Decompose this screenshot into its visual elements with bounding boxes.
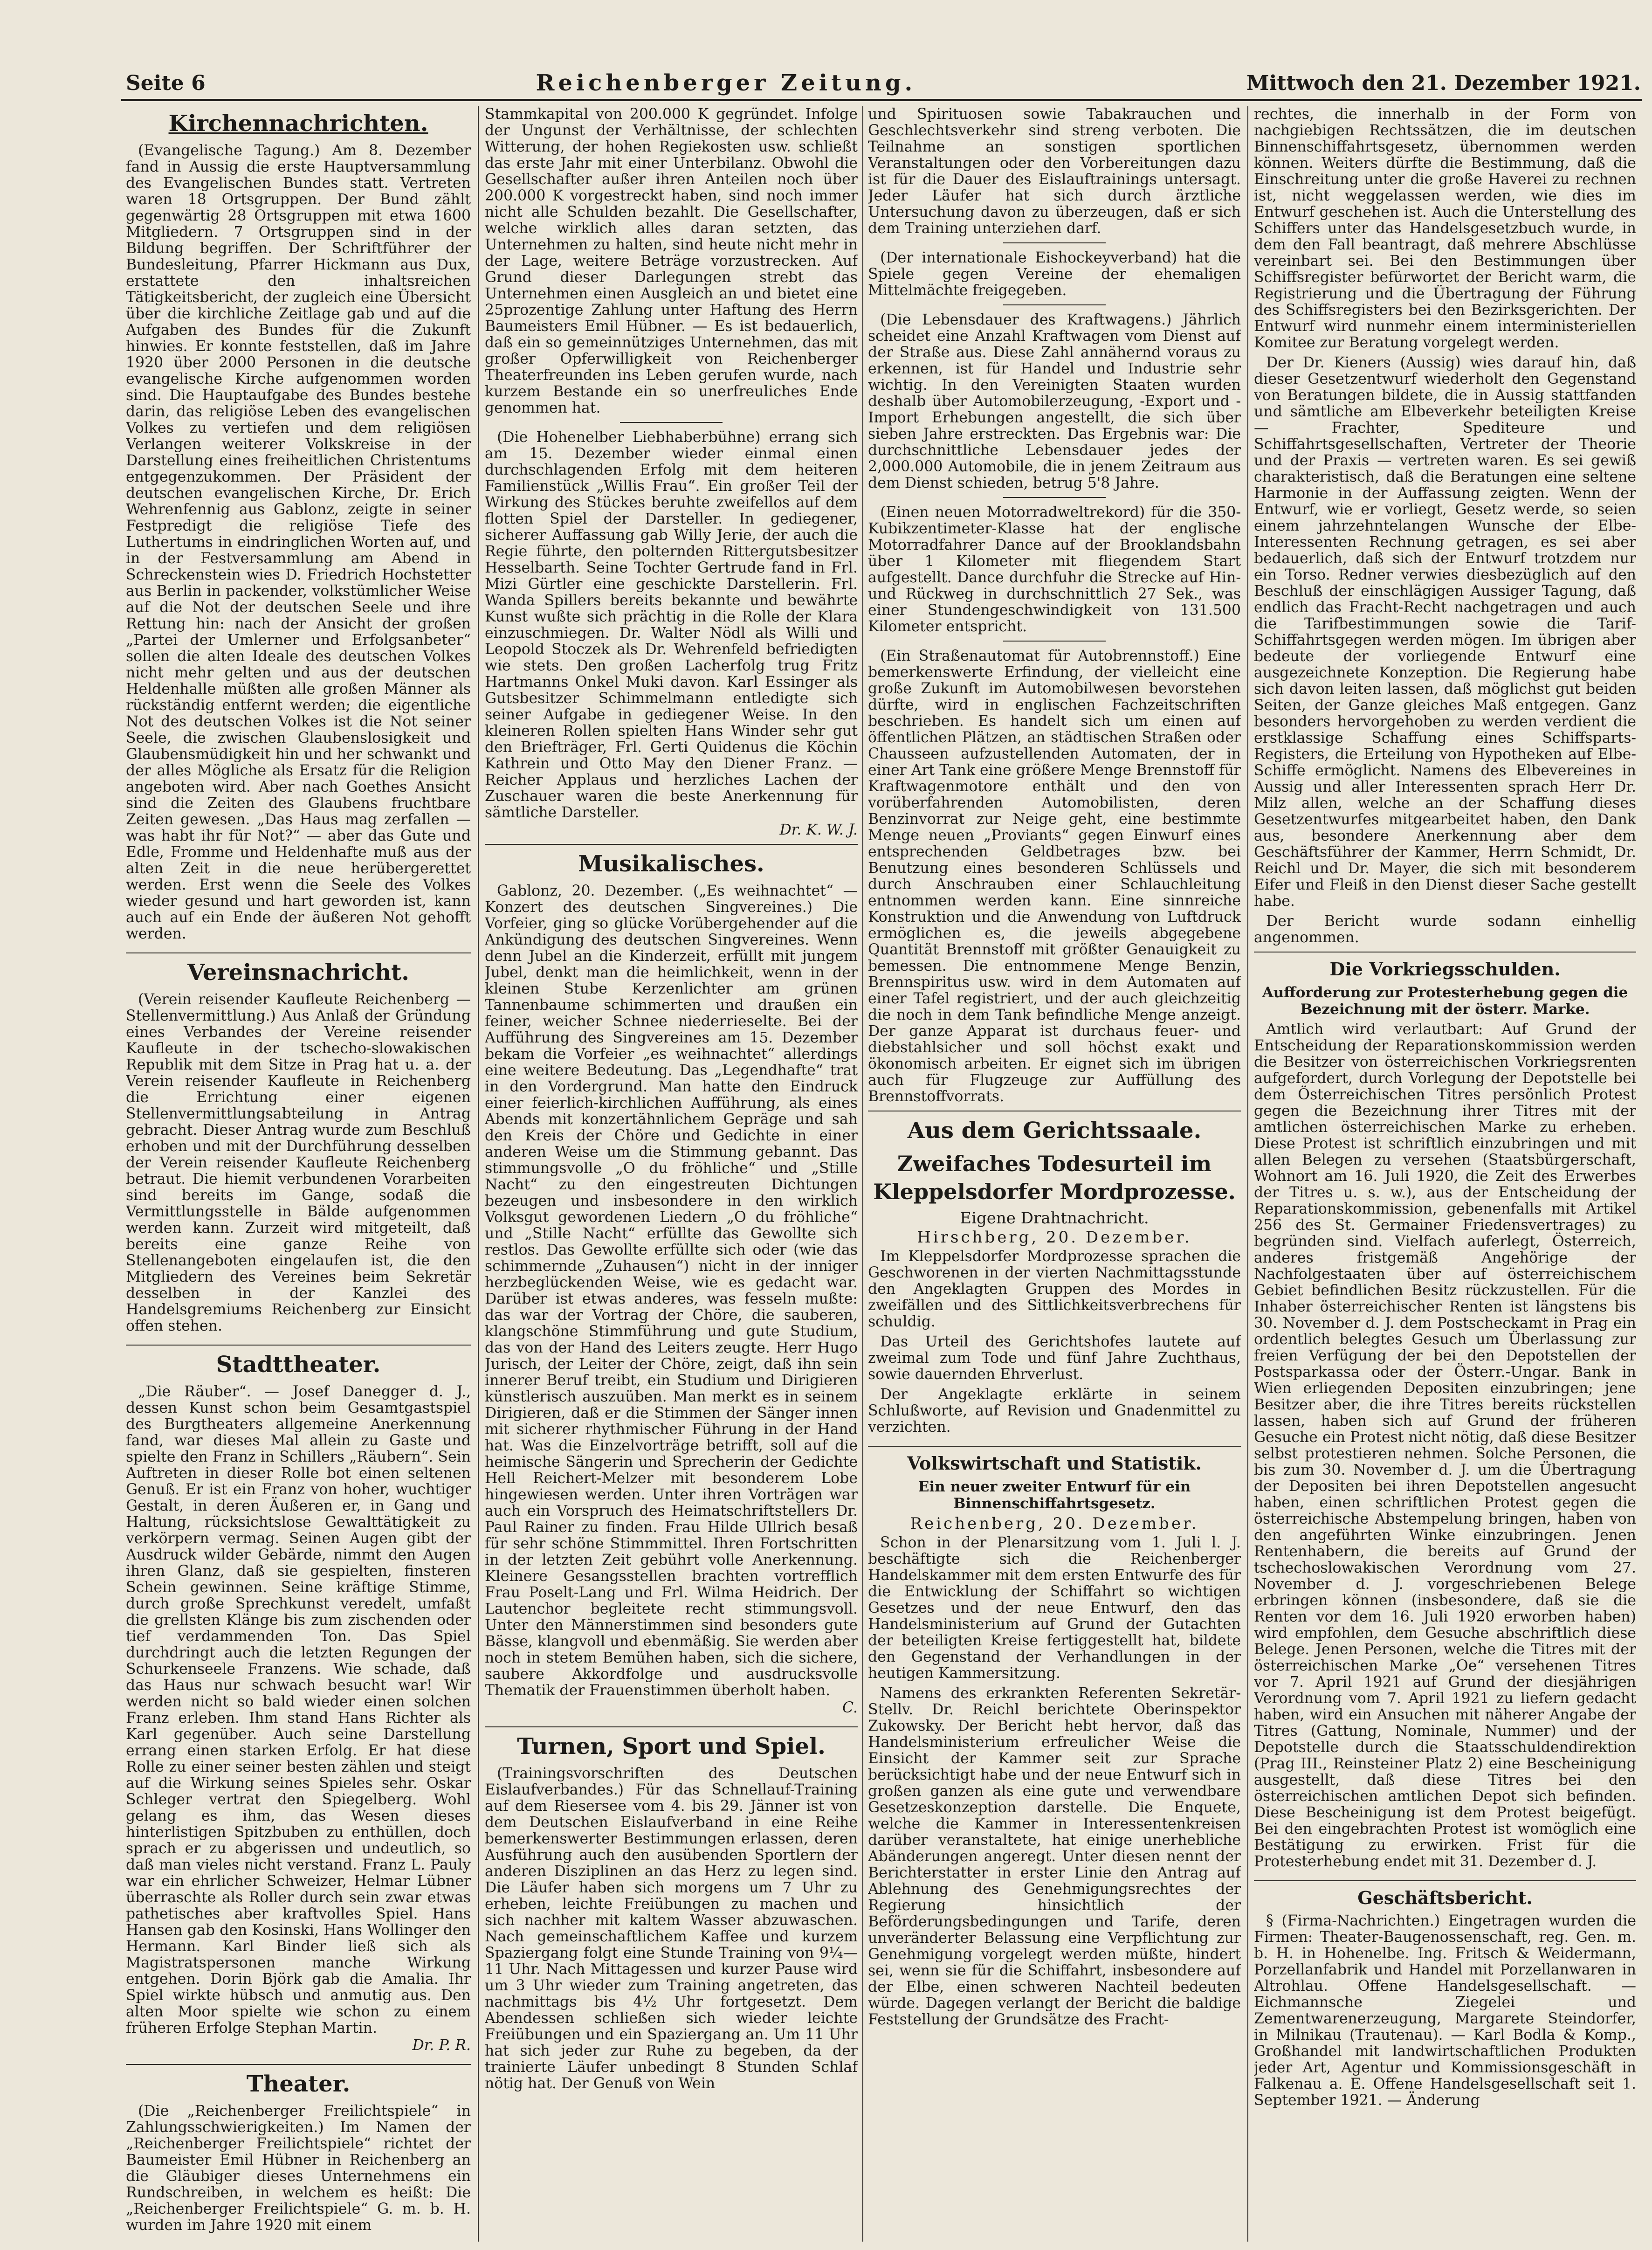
article-paragraph: (Verein reisender Kaufleute Reichenberg — Stellenvermittlung.) Aus Anlaß der Gründung eines Verbandes der Vereine reisender Kaufleute in der tschecho-slowakischen Republik mit dem Sitze in Prag hat u. a. der Verein reisender Kaufleute in Reichenberg die Errichtung einer eigenen Stellenvermittlungsabteilung in Antrag gebracht. Dieser Antrag wurde zum Beschluß erhoben und mit der Durchführung desselben der Verein reisender Kaufleute Reichenberg betraut. Die hiemit verbundenen Vorarbeiten sind bereits im Gange, sodaß die Vermittlungsstelle in Bälde aufgenommen werden kann. Zurzeit wird mitgeteilt, daß bereits eine ganze Reihe von Stellenangeboten eingelaufen ist, die den Mitgliedern des Vereines beim Sekretär desselben in der Kanzlei des Handelsgremiums Reichenberg zur Einsicht offen stehen. [126,991,471,1334]
section-title: Die Vorkriegsschulden. [1329,959,1561,980]
column-2 [485,106,858,2246]
article-paragraph: Schon in der Plenarsitzung vom 1. Juli l. J. beschäftigte sich die Reichenberger Handelskammer mit dem ersten Entwurfe des für die Entwicklung der Schiffahrt so wichtigen Gesetzes und der neue Entwurf, den das Handelsministerium auf Grund der Gutachten der beteiligten Kreise fertiggestellt hat, bildete den Gegenstand der Verhandlungen in der heutigen Kammersitzung. [868,1534,1241,1682]
section-title: Theater. [246,2071,351,2097]
section-title: Geschäftsbericht. [1357,1887,1533,1908]
section-musikalisches [485,851,858,1716]
column-4 [1254,106,1636,2246]
article-paragraph: (Die Lebensdauer des Kraftwagens.) Jährlich scheidet eine Anzahl Kraftwagen vom Dienst auf der Straße aus. Diese Zahl annähernd voraus zu erkennen, ist für Handel und Industrie sehr wichtig. In den Vereinigten Staaten wurden deshalb über Automobilerzeugung, -Export und -Import Erhebungen angestellt, die sich über sieben Jahre erstreckten. Das Ergebnis war: Die durchschnittliche Lebensdauer jedes der 2,000.000 Automobile, die in jenem Zeitraum aus dem Dienst schieden, betrug 5'8 Jahre. [868,311,1241,491]
section-title: Aus dem Gerichtssaale. [907,1118,1202,1144]
article-paragraph: Der Angeklagte erklärte in seinem Schlußworte, auf Revision und Gnadenmittel zu verzichten. [868,1386,1241,1436]
column-divider [862,106,863,2242]
article-paragraph: Der Dr. Kieners (Aussig) wies darauf hin, daß dieser Gesetzentwurf wiederholt den Gegenstand von Beratungen bildete, die in Aussig stattfanden und sämtliche am Elbeverkehr beteiligten Kreise — Frachter, Spediteure und Schiffahrtsgesellschaften, Vertreter der Theorie und der Praxis — vertreten waren. Es sei gewiß charakteristisch, daß die Beratungen eine seltene Harmonie in der Auffassung zeigten. Wenn der Entwurf, wie er vorliegt, Gesetz werde, so seien einem jahrzehntelangen Wunsche der Elbe-Interessenten Rechnung getragen, es sei aber bedauerlich, daß sich der Entwurf trotzdem nur ein Torso. Redner verwies diesbezüglich auf den Beschluß der einschlägigen Aussiger Tagung, daß endlich das Fracht-Recht nachgetragen und auch die Tarifbestimmungen sowie die Tarif-Schiffahrtsgegen werden mögen. Im übrigen aber bedeute der vorliegende Entwurf eine ausgezeichnete Konzeption. Die Regierung habe sich davon leiten lassen, daß möglichst gut beiden Seiten, der Ganze gleiches Maß entgegen. Ganz besonders hervorgehoben zu werden verdient die erstklassige Schaffung eines Schiffsparts-Registers, die Erteilung von Hypotheken auf Elbe-Schiffe ermöglicht. Namens des Elbevereines in Aussig und aller Interessenten sprach Herr Dr. Milz allen, welche an der Schaffung dieses Gesetzentwurfes mitgearbeitet haben, den Dank aus, besondere Anerkennung aber dem Geschäftsführer der Kammer, Herrn Schmidt, Dr. Reichl und Dr. Mayer, die sich mit besonderem Eifer und Fleiß in den Dienst dieser Sache gestellt habe. [1254,354,1636,910]
article-paragraph: Der Bericht wurde sodann einhellig angenommen. [1254,913,1636,946]
section-divider [868,1446,1241,1447]
article-paragraph: (Die Hohenelber Liebhaberbühne) errang sich am 15. Dezember wieder einmal einen durchschlagenden Erfolg mit dem heiteren Familienstück „Willis Frau“. Ein großer Teil der Wirkung des Stückes beruhte zweifellos auf dem flotten Spiel der Darsteller. In gediegener, sicherer Auffassung gab Willy Jerie, der auch die Regie führte, den polternden Rittergutsbesitzer Hesselbarth. Seine Tochter Gertrude fand in Frl. Mizi Gürtler eine geschickte Darstellerin. Frl. Wanda Spillers bereits bekannte und bewährte Kunst wußte sich prächtig in die Rolle der Klara einzuschmiegen. Dr. Walter Nödl als Willi und Leopold Stoczek als Dr. Wehrenfeld befriedigten wie stets. Den großen Lacherfolg trug Fritz Hartmanns Onkel Muki davon. Karl Essinger als Gutsbesitzer Schimmelmann entledigte sich seiner Aufgabe in gediegener Weise. In den kleineren Rollen spielten Hans Winder sehr gut den Briefträger, Frl. Gerti Quidenus die Köchin Kathrein und Otto May den Diener Franz. — Reicher Applaus und herzliches Lachen der Zuschauer waren die beste Anerkennung für sämtliche Darsteller. [485,429,858,821]
page-number: Seite 6 [126,71,206,95]
short-divider [620,422,723,423]
article-paragraph: Namens des erkrankten Referenten Sekretär-Stellv. Dr. Reichl berichtete Oberinspektor Zukowsky. Der Bericht hebt hervor, daß das Handelsministerium erfreulicher Weise die Einsicht der Kammer seit zur Sprache berücksichtigt habe und der neue Entwurf sich in großen ganzen als eine gute und verwendbare Gesetzeskonzeption darstelle. Die Enquete, welche die Kammer in Interessentenkreisen darüber veranstaltete, hat einige unerhebliche Abänderungen angeregt. Unter diesen nennt der Berichterstatter in erster Linie den Antrag auf Ablehnung des Genehmigungsrechtes der Regierung hinsichtlich der Beförderungsbedingungen und Tarife, deren unveränderter Belassung eine Verpflichtung zur Genehmigung vorgelegt werden müßte, hindert sei, wenn sie für die Schiffahrt, insbesondere auf der Elbe, einen schweren Nachteil bedeuten würde. Dagegen verlangt der Bericht die baldige Feststellung der Grundsätze des Fracht- [868,1685,1241,2028]
section-title: Volkswirtschaft und Statistik. [907,1453,1202,1474]
article-paragraph: „Die Räuber“. — Josef Danegger d. J., dessen Kunst schon beim Gesamtgastspiel des Burgtheaters allgemeine Anerkennung fand, war dieses Mal allein zu Gaste und spielte den Franz in Schillers „Räubern“. Sein Auftreten in dieser Rolle bot einen seltenen Genuß. Er ist ein Franz von hoher, wuchtiger Gestalt, in deren Äußeren er, in Gang und Haltung, rücksichtslose Gewalttätigkeit zu verkörpern vermag. Seinen Augen gibt der Ausdruck wilder Gebärde, nimmt den Augen ihren Glanz, daß sie gespielten, finsteren Schein gewinnen. Seine kräftige Stimme, durch große Sprechkunst veredelt, umfaßt die grellsten Klänge bis zum zischenden oder tief verdammenden Ton. Das Spiel durchdringt auch die letzten Regungen der Schurkenseele Franzens. Wie schade, daß das Haus nur schwach besucht war! Wir werden nicht so bald wieder einen solchen Franz erleben. Ihm stand Hans Richter als Karl gegenüber. Auch seine Darstellung errang einen starken Erfolg. Er hat diese Rolle zu einer seiner besten zählen und steigt auf die Wirkung seines Spieles sehr. Oskar Schleger vertrat den Spiegelberg. Wohl gelang es ihm, das Wesen dieses hinterlistigen Spitzbuben zu enthüllen, doch sprach er zu abgerissen und undeutlich, so daß man vieles nicht verstand. Franz L. Pauly war ein ehrlicher Schweizer, Helmar Lübner überraschte als Roller durch sein zwar etwas pathetisches aber kraftvolles Spiel. Hans Hansen gab den Kosinski, Hans Wollinger den Hermann. Karl Binder ließ sich als Magistratspersonen manche Wirkung entgehen. Dorin Björk gab die Amalia. Ihr Spiel wirkte hübsch und anmutig aus. Den alten Moor spielte wie schon zu einem früheren Erfolge Stephan Martin. [126,1383,471,2036]
section-divider [126,2064,471,2065]
section-divider [485,1726,858,1727]
author-signature: C. [842,1699,858,1716]
article-paragraph: Im Kleppelsdorfer Mordprozesse sprachen die Geschworenen in der vierten Nachmittagsstunde den Angeklagten Gruppen des Mordes in zweifällen und des Sittlichkeitsverbrechens für schuldig. [868,1248,1241,1330]
dateline: Hirschberg, 20. Dezember. [917,1228,1192,1247]
section-title: Vereinsnachricht. [187,959,409,986]
article-paragraph: Stammkapital von 200.000 K gegründet. Infolge der Ungunst der Verhältnisse, der schlechten Witterung, der hohen Regiekosten usw. schließt das erste Jahr mit einer Unterbilanz. Obwohl die Gesellschafter außer ihren Anteilen noch über 200.000 K vorgestreckt haben, sind noch immer nicht alle Schulden bezahlt. Die Gesellschafter, welche wirklich alles daran setzten, das Unternehmen zu halten, sind heute nicht mehr in der Lage, weitere Beträge vorzustrecken. Auf Grund dieser Darlegungen strebt das Unternehmen einen Ausgleich an und bietet eine 25prozentige Zahlung unter Haftung des Herrn Baumeisters Emil Hübner. — Es ist bedauerlich, daß ein so gemeinnütziges Unternehmen, das mit großer Opferwilligkeit von Reichenberger Theaterfreunden ins Leben gerufen wurde, nach kurzem Bestande ein so unerfreuliches Ende genommen hat. [485,106,858,416]
subheadline: Aufforderung zur Protesterhebung gegen die Bezeichnung mit der österr. Marke. [1262,984,1628,1018]
article-paragraph: § (Firma-Nachrichten.) Eingetragen wurden die Firmen: Theater-Baugenossenschaft, reg. Gen. m. b. H. in Hohenelbe. Ing. Fritsch & Weidermann, Porzellanfabrik und Handel mit Porzellanwaren in Altrohlau. Offene Handelsgesellschaft. — Eichmannsche Ziegelei und Zementwarenerzeugung, Margarete Steindorfer, in Milnikau (Trautenau). — Karl Bodla & Komp., Großhandel mit landwirtschaftlichen Produkten jeder Art, Agentur und Kommissionsgeschäft in Falkenau a. E. Offene Handelsgesellschaft seit 1. September 1921. — Änderung [1254,1912,1636,2109]
section-divider [126,1345,471,1346]
short-divider [1003,304,1106,305]
section-kirchennachrichten [126,111,471,942]
article-paragraph: (Die „Reichenberger Freilichtspiele“ in Zahlungsschwierigkeiten.) Im Namen der „Reichenberger Freilichtspiele“ richtet der Baumeister Emil Hübner in Reichenberg an die Gläubiger dieses Unternehmens ein Rundschreiben, in welchem es heißt: Die „Reichenberger Freilichtspiele“ G. m. b. H. wurden im Jahre 1920 mit einem [126,2103,471,2234]
section-divider [1254,1880,1636,1881]
short-divider [1003,641,1106,642]
section-stadttheater [126,1352,471,2054]
section-divider [485,844,858,845]
headline: Zweifaches Todesurteil im Kleppelsdorfer Mordprozesse. [873,1151,1236,1204]
issue-date: Mittwoch den 21. Dezember 1921. [1246,71,1641,95]
section-vereinsnachricht [126,960,471,1334]
article-paragraph: Gablonz, 20. Dezember. („Es weihnachtet“ — Konzert des deutschen Singvereines.) Die Vorfeier, ging so glücke Vorübergehender auf die Ankündigung des deutschen Singvereines. Wenn denn Jubel an die Kinderzeit, erfüllt mit jungem Jubel, denkt man die heimlichkeit, wenn in der kleinen Stube Kerzenlichter am grünen Tannenbaume schimmerten und draußen ein feiner, weicher Schnee niederrieselte. Bei der Aufführung des Singvereines am 15. Dezember bekam die Vorfeier „es weihnachtet“ allerdings eine weitere Bedeutung. Das „Legendhafte“ trat in den Vordergrund. Man hatte den Eindruck einer feierlich-kirchlichen Aufführung, als eines Abends mit konzertähnlichem Gepräge und sah den Kreis der Chöre und Gedichte in einer anderen Weise um die Stimmung gebannt. Das stimmungsvolle „O du fröhliche“ und „Stille Nacht“ zu den eingestreuten Dichtungen bezeugen und insbesondere in den wirklich Volksgut gewordenen Liedern „O du fröhliche“ und „Stille Nacht“ erfüllte das Gewollte sich restlos. Das Gewollte erfüllte sich oder (wie das schimmernde „Zuhausen“) nicht in der inniger herzbeglückenden Weise, wie es gedacht war. Darüber ist etwas anderes, was fesseln mußte: das war der Vortrag der Chöre, die sauberen, klangschöne Stimmführung und gute Studium, das von der Hand des Leiters zeugte. Herr Hugo Jurisch, der Leiter der Chöre, zeigt, daß ihn sein innerer Beruf treibt, ein Studium und Dirigieren künstlerisch auszuüben. Man merkt es in seinem Dirigieren, daß er die Stimmen der Sänger innen mit sicherer rhythmischer Führung in der Hand hat. Was die Einzelvorträge betrifft, soll auf die heimische Sängerin und Sprecherin der Gedichte Hell Reichert-Melzer mit besonderem Lobe hingewiesen werden. Unter ihren Vorträgen war auch ein Vorspruch des Heimatschriftstellers Dr. Paul Rainer zu finden. Frau Hilde Ullrich besaß für sehr schöne Stimmmittel. Ihren Fortschritten in der letzten Zeit gebührt volle Anerkennung. Kleinere Gesangsstellen brachten vortrefflich Frau Poselt-Lang und Frl. Wilma Heidrich. Der Lautenchor begleitete recht stimmungsvoll. Unter den Männerstimmen sind besonders gute Bässe, klangvoll und ebenmäßig. Sie werden aber noch in stetem Bemühen haben, sich die sichere, saubere Akkordfolge und ausdrucksvolle Thematik der Frauenstimmen überholt haben. [485,883,858,1699]
article-paragraph: (Der internationale Eishockeyverband) hat die Spiele gegen Vereine der ehemaligen Mittelmächte freigegeben. [868,249,1241,299]
article-paragraph: Amtlich wird verlautbart: Auf Grund der Entscheidung der Reparationskommission werden die Besitzer von österreichischen Vorkriegsrenten aufgefordert, durch Vorlegung der Depotstelle bei dem Österreichischen Titres persönlich Protest gegen die Bezeichnung ihrer Titres mit der amtlichen österreichischen Marke zu erheben. Diese Protest ist schriftlich einzubringen und mit allen Belegen zu versehen (Staatsbürgerschaft, Wohnort am 16. Juli 1920, die Zeit des Erwerbes der Titres u. s. w.), aus der Entscheidung der Reparationskommission, gebenenfalls mit Artikel 256 des St. Germainer Friedensvertrages) zu begründen sind. Vielfach auferlegt, Österreich, anderes fristgemäß Angehörige der Nachfolgestaaten über auf österreichischem Gebiet befindlichen Besitz rückzustellen. Für die Inhaber österreichischer Renten ist längstens bis 30. November d. J. dem Postscheckamt in Prag ein ordentlich belegtes Gesuch um Überlassung zur freien Verfügung der bei den Depotstellen der Postsparkassa oder der Österr.-Ungar. Bank in Wien erliegenden Depositen einzubringen; jene Besitzer aber, die ihre Titres bereits rückstellen lassen, haben sich auf Grund der früheren Gesuche ein Protest nicht nötig, daß diese Besitzer selbst protestieren nehmen. Solche Personen, die bis zum 30. November d. J. um die Übertragung der Depositen bei ihren Depotstellen angesucht haben, einen schriftlichen Protest gegen die österreichische Abstempelung bringen, haben von den angeführten Winke einzubringen. Jenen Rentenhabern, die bereits auf Grund der tschechoslowakischen Verordnung vom 27. November d. J. vorgeschriebenen Belege erbringen können (insbesondere, daß sie die Renten vor dem 16. Juli 1920 erworben haben) wird empfohlen, dem Gesuche abschriftlich diese Belege. Jenen Personen, welche die Titres mit der österreichischen Marke „Oe“ versehenen Titres vor 7. April 1921 auf Grund der diesjährigen Verordnung vom 7. April 1921 zu liefern gedacht haben, wird ein Ansuchen mit näherer Angabe der Titres (Gattung, Nominale, Nummer) und der Depotstelle durch die Staatsschuldendirektion (Prag III., Reinsteiner Platz 2) eine Bescheinigung ausgestellt, daß diese Titres bei den österreichischen amtlichen Depot sich befinden. Diese Bescheinigung ist dem Protest beigefügt. Bei den eingebrachten Protest ist womöglich eine Bestätigung zu erwirken. Frist für die Protesterhebung endet mit 31. Dezember d. J. [1254,1021,1636,1870]
author-signature: Dr. K. W. J. [779,821,858,838]
column-divider [1247,106,1248,2242]
short-divider [1003,497,1106,498]
article-paragraph: (Einen neuen Motorradweltrekord) für die 350-Kubikzentimeter-Klasse hat der englische Motorradfahrer Dance auf der Brooklandsbahn über 1 Kilometer mit fliegendem Start aufgestellt. Dance durchfuhr die Strecke auf Hin- und Rückweg in durchschnittlich 27 Sek., was einer Stundengeschwindigkeit von 131.500 Kilometer entspricht. [868,504,1241,635]
column-divider [478,106,479,2242]
section-title: Musikalisches. [578,851,764,877]
column-3 [868,106,1241,2246]
section-sport [485,1734,858,2092]
section-title: Stadttheater. [216,1352,381,1378]
dateline-kicker: Eigene Drahtnachricht. [960,1209,1149,1228]
article-paragraph: (Ein Straßenautomat für Autobrennstoff.) Eine bemerkenswerte Erfindung, der vielleicht eine große Zukunft im Automobilwesen bevorstehen dürfte, wird in englischen Fachzeitschriften beschrieben. Es handelt sich um einen auf öffentlichen Plätzen, an städtischen Straßen oder Chausseen aufzustellenden Automaten, der in einer Art Tank eine größere Menge Brennstoff für Kraftwagenmotore enthält und den von vorüberfahrenden Automobilisten, deren Benzinvorrat zur Neige geht, eine bestimmte Menge neuen „Proviants“ gegen Einwurf eines entsprechenden Geldbetrages bzw. bei Benutzung eines besonderen Schlüssels und durch Anschrauben einer Schlauchleitung entnommen werden kann. Eine sinnreiche Konstruktion und die Anwendung von Luftdruck ermöglichen es, die jeweils abgegebene Quantität Brennstoff mit größter Genauigkeit zu bemessen. Die entnommene Menge Benzin, Brennspiritus usw. wird in dem Automaten auf einer Tafel registriert, und der auch gleichzeitig die noch in dem Tank befindliche Menge anzeigt. Der ganze Apparat ist durchaus feuer- und diebstahlsicher und soll höchst exakt und ökonomisch arbeiten. Er eignet sich im übrigen auch für Flugzeuge zur Auffüllung des Brennstoffvorrats. [868,648,1241,1105]
dateline: Reichenberg, 20. Dezember. [910,1514,1199,1533]
section-divider [126,952,471,953]
article-paragraph: (Evangelische Tagung.) Am 8. Dezember fand in Aussig die erste Hauptversammlung des Evangelischen Bundes statt. Vertreten waren 18 Ortsgruppen. Der Bund zählt gegenwärtig 28 Ortsgruppen mit etwa 1600 Mitgliedern. 7 Ortsgruppen sind in der Bildung begriffen. Der Schriftführer der Bundesleitung, Pfarrer Hickmann aus Dux, erstattete den inhaltsreichen Tätigkeitsbericht, der zugleich eine Übersicht über die kirchliche Zeitlage gab und auf die Aufgaben des Bundes für die Zukunft hinwies. Er konnte feststellen, daß im Jahre 1920 über 2000 Personen in die deutsche evangelische Kirche aufgenommen worden sind. Die Hauptaufgabe des Bundes bestehe darin, das religiöse Leben des evangelischen Volkes zu vertiefen und dem religiösen Verlangen weiterer Volkskreise in der Darstellung eines freiheitlichen Christentums entgegenzukommen. Der Präsident der deutschen evangelischen Kirche, Dr. Erich Wehrenfennig aus Gablonz, zeigte in seiner Festpredigt die religiöse Tiefe des Luthertums in eindringlichen Worten auf, und in der Festversammlung am Abend in Schreckenstein wies D. Friedrich Hochstetter aus Berlin in packender, volkstümlicher Weise auf die Not der deutschen Seele und ihre Rettung hin: nach der Ansicht der großen „Partei der Umlerner und Erfolgsanbeter“ sollen die alten Ideale des deutschen Volkes nicht mehr gelten und aus der deutschen Heldenhalle müßten alle großen Männer als rückständig entfernt werden; die eigentliche Not des deutschen Volkes ist die Not seiner Seele, die zwischen Glaubenslosigkeit und Glaubensmüdigkeit hin und her schwankt und der alles Mögliche als Ersatz für die Religion angeboten wird. Aber nach Goethes Ansicht sind die Zeiten des Glaubens fruchtbare Zeiten gewesen. „Das Haus mag zerfallen — was habt ihr für Not?“ — aber das Gute und Edle, Fromme und Heldenhafte muß aus der alten Zeit in die neue herübergerettet werden. Erst wenn die Seele des Volkes wieder gesund und hart geworden ist, kann auch auf ein Ende der äußeren Not gehofft werden. [126,142,471,942]
page-header [126,69,1641,97]
section-title: Kirchennachrichten. [168,110,428,137]
article-paragraph: Das Urteil des Gerichtshofes lautete auf zweimal zum Tode und fünf Jahre Zuchthaus, sowie dauernden Ehrverlust. [868,1333,1241,1383]
author-signature: Dr. P. R. [412,2037,471,2054]
section-theater [126,2071,471,2234]
subheadline: Ein neuer zweiter Entwurf für ein Binnenschiffahrtsgesetz. [918,1478,1191,1512]
header-rule [121,99,1642,101]
article-paragraph: rechtes, die innerhalb in der Form von nachgiebigen Rechtssätzen, die im deutschen Binnenschiffahrtsgesetz, übernommen werden können. Weiters dürfte die Bestimmung, daß die Einschreitung unter die große Haverei zu rechnen ist, nicht weggelassen werden, wie dies im Entwurf geschehen ist. Auch die Unterstellung des Schiffers unter das Handelsgesetzbuch wurde, in dem den Fall beantragt, daß mehrere Abschlüsse vereinbart sei. Bei den Bestimmungen über Schiffsregister befürwortet der Bericht warm, die Registrierung und die Übertragung der Führung des Schiffsregisters bei den Bezirksgerichten. Der Entwurf wird nunmehr einem interministeriellen Komitee zur Beratung vorgelegt werden. [1254,106,1636,351]
section-geschaeftsbericht [1254,1888,1636,2109]
section-title: Turnen, Sport und Spiel. [517,1733,826,1760]
section-volkswirtschaft [868,1453,1241,2028]
column-1 [126,106,471,2246]
masthead: Reichenberger Zeitung. [536,70,916,96]
section-gerichtssaal [868,1118,1241,1436]
article-paragraph: und Spirituosen sowie Tabakrauchen und Geschlechtsverkehr sind streng verboten. Die Teilnahme an sonstigen sportlichen Veranstaltungen oder den Vorbereitungen dazu ist für die Dauer des Eislauftrainings untersagt. Jeder Läufer hat sich durch ärztliche Untersuchung davon zu überzeugen, daß er sich dem Training unterziehen darf. [868,106,1241,237]
article-paragraph: (Trainingsvorschriften des Deutschen Eislaufverbandes.) Für das Schnellauf-Training auf dem Riesersee vom 4. bis 29. Jänner ist von dem Deutschen Eislaufverband in eine Reihe bemerkenswerter Bestimmungen erlassen, deren Ausführung auch den ausübenden Sportlern der anderen Disziplinen an das Herz zu legen sind. Die Läufer haben sich morgens um 7 Uhr zu erheben, leichte Freiübungen zu machen und sich nachher mit kaltem Wasser abzuwaschen. Nach gemeinschaftlichem Kaffee und kurzem Spaziergang folgt eine Stunde Training von 9¼—11 Uhr. Nach Mittagessen und kurzer Pause wird um 3 Uhr wieder zum Training angetreten, das nachmittags bis 4½ Uhr fortgesetzt. Dem Abendessen schließen sich wieder leichte Freiübungen und ein Spaziergang an. Um 11 Uhr hat sich jeder zur Ruhe zu begeben, da der trainierte Läufer unbedingt 8 Stunden Schlaf nötig hat. Der Genuß von Wein [485,1765,858,2092]
short-divider [1003,242,1106,243]
section-vorkriegsschulden [1254,959,1636,1870]
